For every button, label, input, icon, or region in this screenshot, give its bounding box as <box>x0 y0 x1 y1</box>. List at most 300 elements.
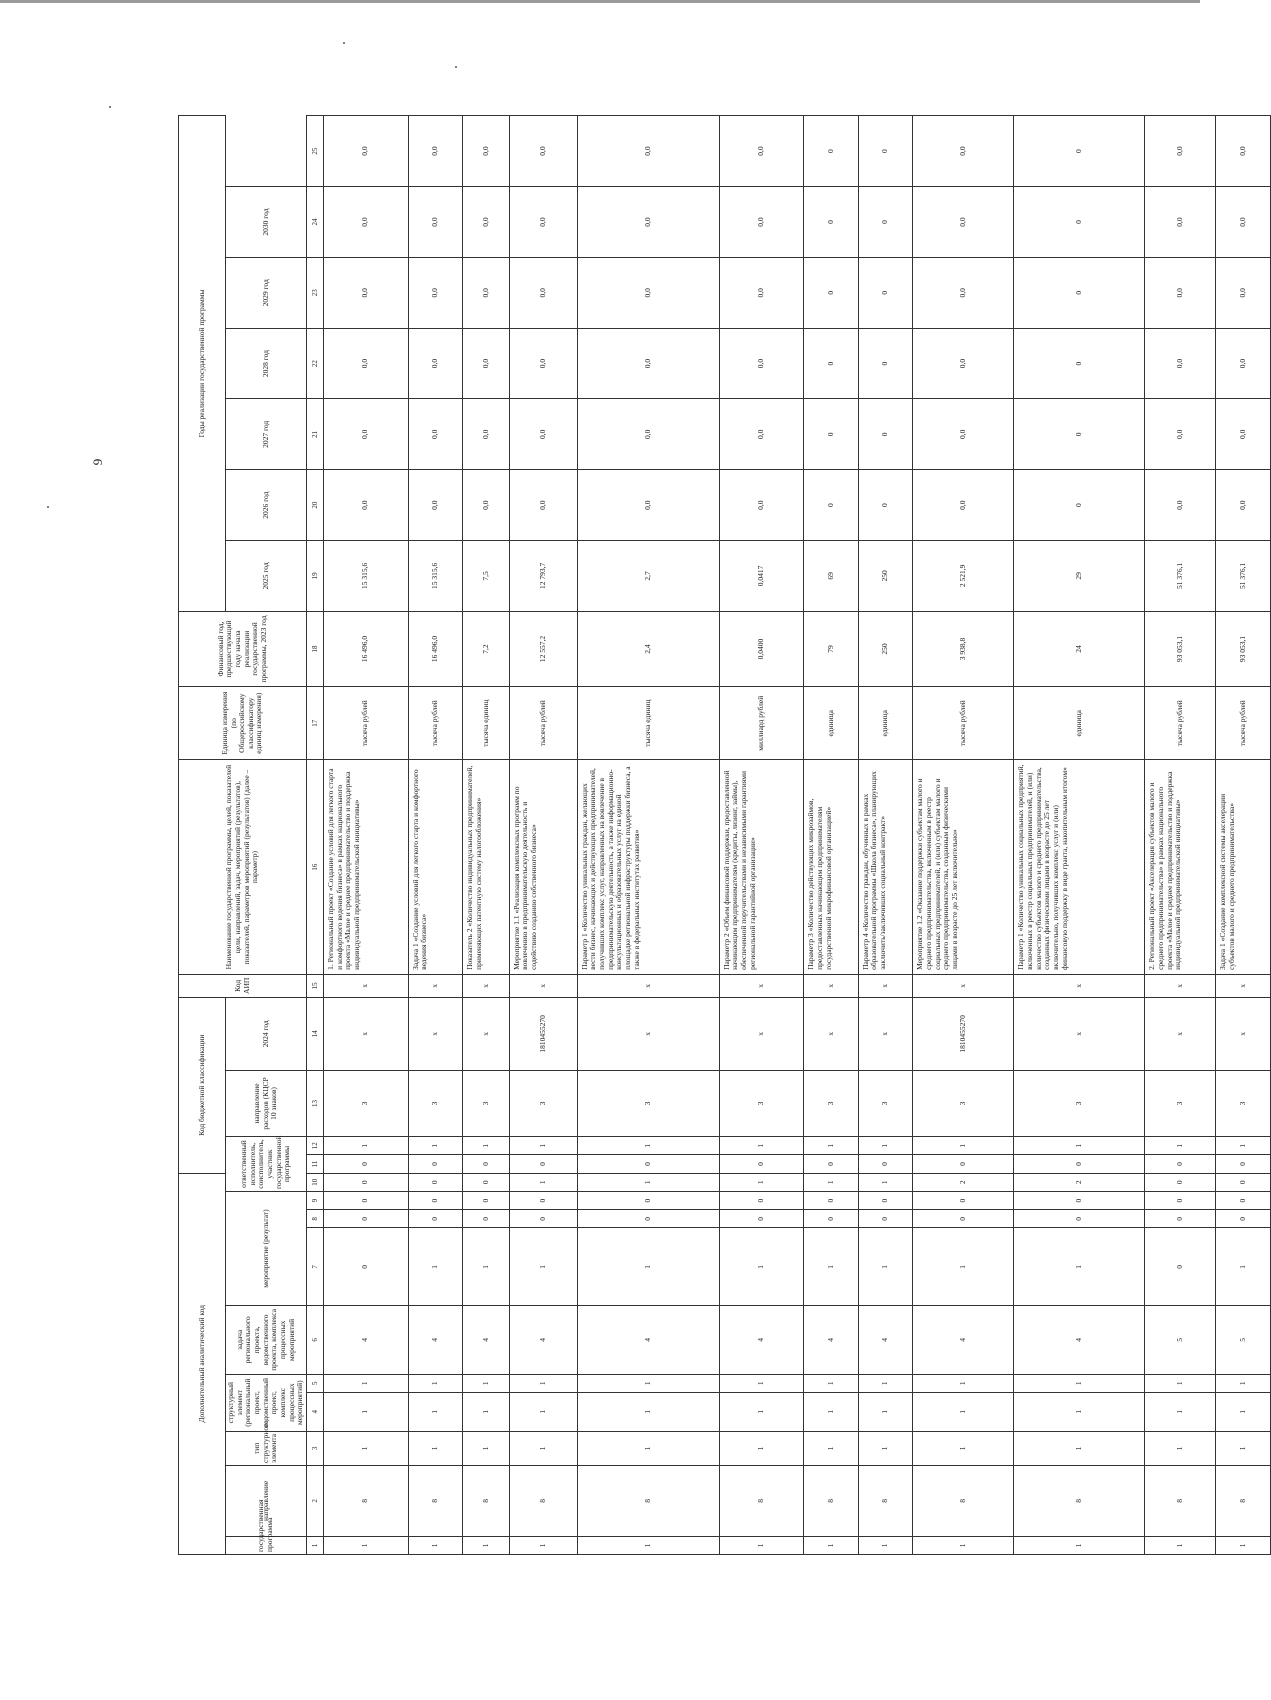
scan-speck <box>109 106 111 108</box>
cell-y2026: 0,0 <box>1145 399 1216 470</box>
cell-c4: 1 <box>913 1392 1014 1431</box>
cell-c8: 0 <box>408 1210 463 1228</box>
cell-y2026: 0,0 <box>408 399 463 470</box>
cell-c1: 1 <box>577 1536 719 1554</box>
cell-base: 2,4 <box>577 611 719 686</box>
header-base-year: Финансовый год, предшествующий году начала реализации государственной программы, 2023 год <box>179 611 307 686</box>
row-description: Параметр 3 «Количество действующих микрозаймов, предоставленных начинающим предпринимателям государственной микрофинансовой организацией» <box>804 760 859 975</box>
header-tip: тип структурного элемента <box>226 1431 307 1465</box>
cell-y2030: 0,0 <box>719 116 804 187</box>
cell-y2030: 0,0 <box>509 116 577 187</box>
cell-y2025: 0,0 <box>509 470 577 541</box>
cell-y2027: 0 <box>804 328 859 399</box>
table-body <box>324 116 1271 1555</box>
cell-base: 93 053,1 <box>1216 611 1271 686</box>
cell-c4: 1 <box>1216 1392 1271 1431</box>
row-description: Мероприятие 1.2 «Оказание поддержки субъектам малого и среднего предпринимательства, включенным в реестр социальных предпринимателей, и (или) субъектам малого и среднего предпринимательства, созданным физическими лицами в возрасте до 25 лет включительно» <box>913 760 1014 975</box>
cell-c4: 1 <box>509 1392 577 1431</box>
cell-y2029: 0,0 <box>463 187 509 258</box>
cell-y2030: 0,0 <box>408 116 463 187</box>
cell-y2024: 2,7 <box>577 541 719 612</box>
cell-y2026: 0,0 <box>577 399 719 470</box>
cell-c5: 1 <box>913 1374 1014 1392</box>
cell-c15: x <box>509 974 577 997</box>
table-row <box>858 116 913 1555</box>
table-row <box>509 116 577 1555</box>
table-row <box>408 116 463 1555</box>
cell-c8: 0 <box>913 1210 1014 1228</box>
cell-c5: 1 <box>577 1374 719 1392</box>
cell-c1: 1 <box>324 1536 409 1554</box>
cell-y2030: 0 <box>804 116 859 187</box>
cell-y2024: 7,5 <box>463 541 509 612</box>
cell-y2030: 0 <box>858 116 913 187</box>
cell-y2026: 0 <box>804 399 859 470</box>
cell-y2024: 51 376,1 <box>1216 541 1271 612</box>
cell-base: 79 <box>804 611 859 686</box>
cell-c9: 0 <box>913 1191 1014 1209</box>
cell-c6: 4 <box>1014 1306 1145 1375</box>
cell-c4: 1 <box>577 1392 719 1431</box>
cell-c4: 1 <box>719 1392 804 1431</box>
cell-y2027: 0 <box>858 328 913 399</box>
column-number: 24 <box>307 187 324 258</box>
cell-y2028: 0 <box>858 257 913 328</box>
cell-c13: 3 <box>509 1070 577 1136</box>
cell-c11: 0 <box>1216 1155 1271 1173</box>
table-row <box>324 116 409 1555</box>
cell-c3: 1 <box>858 1431 913 1465</box>
table-row <box>463 116 509 1555</box>
cell-c12: 1 <box>463 1137 509 1155</box>
cell-c5: 1 <box>804 1374 859 1392</box>
cell-y2025: 0 <box>804 470 859 541</box>
column-number: 3 <box>307 1431 324 1465</box>
cell-y2028: 0,0 <box>577 257 719 328</box>
row-description: Параметр 2 «Объем финансовой поддержки, предоставленной начинающим предпринимателям (кредиты, лизинг, займы), обеспеченной поручительствами и независимыми гарантиями региональной гарантийной организации» <box>719 760 804 975</box>
cell-c7: 1 <box>408 1228 463 1306</box>
cell-y2024: 12 793,7 <box>509 541 577 612</box>
column-number: 6 <box>307 1306 324 1375</box>
table-row <box>1145 116 1216 1555</box>
cell-c2: 8 <box>408 1465 463 1536</box>
page-number: 9 <box>90 458 105 466</box>
cell-c13: 3 <box>913 1070 1014 1136</box>
cell-c10: 0 <box>1145 1173 1216 1191</box>
header-year-2028: 2028 год <box>226 328 307 399</box>
header-name: Наименование государственной программы, целей, показателей цели, направлений, задач, мероприятий (результатов), показателей, параметров мероприятий (результатов) (далее – параметр) <box>179 760 307 975</box>
column-number: 11 <box>307 1155 324 1173</box>
cell-c12: 1 <box>577 1137 719 1155</box>
cell-c11: 0 <box>1014 1155 1145 1173</box>
cell-y2029: 0,0 <box>913 187 1014 258</box>
cell-unit: тысяча рублей <box>408 687 463 760</box>
column-number: 2 <box>307 1465 324 1536</box>
cell-c4: 1 <box>1014 1392 1145 1431</box>
cell-c5: 1 <box>324 1374 409 1392</box>
cell-y2027: 0 <box>1014 328 1145 399</box>
cell-c12: 1 <box>858 1137 913 1155</box>
cell-y2028: 0,0 <box>1216 257 1271 328</box>
cell-y2026: 0,0 <box>463 399 509 470</box>
cell-c5: 1 <box>408 1374 463 1392</box>
row-description: Параметр 4 «Количество граждан, обученных в рамках образовательной программы «Школа бизнеса», планирующих заключить/заключивших социальный контракт» <box>858 760 913 975</box>
cell-unit: тысяча единиц <box>577 687 719 760</box>
cell-c10: 1 <box>804 1173 859 1191</box>
column-number: 8 <box>307 1210 324 1228</box>
cell-unit: единица <box>1014 687 1145 760</box>
cell-c1: 1 <box>1145 1536 1216 1554</box>
cell-c3: 1 <box>1014 1431 1145 1465</box>
cell-c13: 3 <box>463 1070 509 1136</box>
header-napr: направление <box>226 1465 307 1536</box>
cell-y2027: 0,0 <box>1145 328 1216 399</box>
cell-y2025: 0,0 <box>1216 470 1271 541</box>
cell-c4: 1 <box>804 1392 859 1431</box>
cell-c6: 4 <box>324 1306 409 1375</box>
cell-c8: 0 <box>463 1210 509 1228</box>
cell-unit: единица <box>858 687 913 760</box>
cell-c12: 1 <box>1145 1137 1216 1155</box>
row-description: Параметр 1 «Количество уникальных социальных предприятий, включенных в реестр социальных предпринимателей, и (или) количество субъектов малого и среднего предпринимательства, созданных физическими лицами в возрасте до 25 лет включительно, получивших комплекс услуг и (или) финансовую поддержку в виде гранта, накопительным итогом» <box>1014 760 1145 975</box>
cell-c14: x <box>858 997 913 1070</box>
cell-y2024: 69 <box>804 541 859 612</box>
header-kbk: Код бюджетной классификации <box>179 997 226 1173</box>
cell-c3: 1 <box>1216 1431 1271 1465</box>
cell-y2030: 0,0 <box>1145 116 1216 187</box>
cell-c9: 0 <box>1216 1191 1271 1209</box>
cell-c4: 1 <box>858 1392 913 1431</box>
cell-y2027: 0,0 <box>577 328 719 399</box>
cell-c1: 1 <box>408 1536 463 1554</box>
cell-c5: 1 <box>1216 1374 1271 1392</box>
header-year-2029: 2029 год <box>226 257 307 328</box>
cell-base: 7,2 <box>463 611 509 686</box>
cell-y2025: 0,0 <box>719 470 804 541</box>
cell-c12: 1 <box>719 1137 804 1155</box>
cell-c3: 1 <box>1145 1431 1216 1465</box>
table-row <box>1014 116 1145 1555</box>
cell-c5: 1 <box>509 1374 577 1392</box>
cell-c9: 0 <box>1145 1191 1216 1209</box>
cell-c3: 1 <box>577 1431 719 1465</box>
cell-y2024: 51 376,1 <box>1145 541 1216 612</box>
cell-c12: 1 <box>324 1137 409 1155</box>
cell-base: 16 496,0 <box>324 611 409 686</box>
cell-c12: 1 <box>913 1137 1014 1155</box>
column-number: 1 <box>307 1536 324 1554</box>
cell-c13: 3 <box>1014 1070 1145 1136</box>
cell-c13: 3 <box>577 1070 719 1136</box>
cell-c15: x <box>577 974 719 997</box>
cell-y2025: 0,0 <box>1145 470 1216 541</box>
cell-y2027: 0,0 <box>463 328 509 399</box>
cell-c14: x <box>463 997 509 1070</box>
cell-c11: 0 <box>1145 1155 1216 1173</box>
cell-c15: x <box>913 974 1014 997</box>
cell-c11: 0 <box>913 1155 1014 1173</box>
cell-y2024: 15 315,6 <box>324 541 409 612</box>
cell-c6: 4 <box>913 1306 1014 1375</box>
cell-c7: 0 <box>324 1228 409 1306</box>
header-years: Годы реализации государственной программы <box>179 116 226 612</box>
column-number-row <box>307 116 324 1555</box>
scan-speck <box>47 506 49 508</box>
header-kod-aip: Код АИП <box>179 974 307 997</box>
cell-y2026: 0,0 <box>913 399 1014 470</box>
cell-c3: 1 <box>913 1431 1014 1465</box>
cell-y2025: 0 <box>858 470 913 541</box>
cell-c10: 0 <box>324 1173 409 1191</box>
cell-y2024: 15 315,6 <box>408 541 463 612</box>
column-number: 4 <box>307 1392 324 1431</box>
column-number: 9 <box>307 1191 324 1209</box>
cell-c2: 8 <box>463 1465 509 1536</box>
cell-c12: 1 <box>1014 1137 1145 1155</box>
row-description: 1. Региональный проект «Создание условий для легкого старта и комфортного ведения бизнеса» в рамках национального проекта «Малое и среднее предпринимательство и поддержка индивидуальной предпринимательской инициативы» <box>324 760 409 975</box>
cell-y2025: 0,0 <box>463 470 509 541</box>
cell-c8: 0 <box>509 1210 577 1228</box>
cell-c10: 2 <box>913 1173 1014 1191</box>
cell-c5: 1 <box>858 1374 913 1392</box>
header-task: задача регионального проекта, ведомственного проекта, комплекса процессных мероприятий <box>226 1306 307 1375</box>
cell-y2026: 0 <box>858 399 913 470</box>
cell-c9: 0 <box>509 1191 577 1209</box>
cell-y2024: 2 521,9 <box>913 541 1014 612</box>
header-event: мероприятие (результат) <box>226 1191 307 1305</box>
cell-y2029: 0,0 <box>324 187 409 258</box>
cell-c15: x <box>804 974 859 997</box>
cell-c8: 0 <box>1145 1210 1216 1228</box>
cell-c11: 0 <box>577 1155 719 1173</box>
table-row <box>577 116 719 1555</box>
cell-c8: 0 <box>1014 1210 1145 1228</box>
cell-c5: 1 <box>719 1374 804 1392</box>
cell-c14: x <box>324 997 409 1070</box>
cell-y2029: 0 <box>804 187 859 258</box>
cell-c14: x <box>719 997 804 1070</box>
table-row <box>1216 116 1271 1555</box>
cell-c10: 1 <box>577 1173 719 1191</box>
cell-c3: 1 <box>463 1431 509 1465</box>
cell-c15: x <box>463 974 509 997</box>
cell-c13: 3 <box>1216 1070 1271 1136</box>
scan-speck <box>455 66 457 68</box>
cell-y2026: 0,0 <box>1216 399 1271 470</box>
cell-y2026: 0,0 <box>509 399 577 470</box>
column-number: 22 <box>307 328 324 399</box>
cell-c1: 1 <box>719 1536 804 1554</box>
cell-c5: 1 <box>463 1374 509 1392</box>
cell-c13: 3 <box>804 1070 859 1136</box>
cell-c6: 5 <box>1145 1306 1216 1375</box>
cell-c1: 1 <box>804 1536 859 1554</box>
cell-base: 16 496,0 <box>408 611 463 686</box>
cell-y2029: 0,0 <box>1145 187 1216 258</box>
header-year-2026: 2026 год <box>226 470 307 541</box>
cell-y2029: 0 <box>1014 187 1145 258</box>
cell-y2025: 0,0 <box>408 470 463 541</box>
program-table <box>178 115 1271 1555</box>
header-direction: направление расходов (КЦСР 10 знаков) <box>226 1070 307 1136</box>
cell-c14: 1810455270 <box>509 997 577 1070</box>
cell-y2028: 0,0 <box>913 257 1014 328</box>
cell-y2028: 0,0 <box>408 257 463 328</box>
cell-c2: 8 <box>804 1465 859 1536</box>
cell-c11: 0 <box>408 1155 463 1173</box>
cell-c7: 0 <box>1145 1228 1216 1306</box>
cell-y2028: 0,0 <box>509 257 577 328</box>
cell-c6: 4 <box>804 1306 859 1375</box>
cell-unit: миллиард рублей <box>719 687 804 760</box>
cell-y2027: 0,0 <box>913 328 1014 399</box>
cell-y2028: 0,0 <box>463 257 509 328</box>
cell-c11: 0 <box>804 1155 859 1173</box>
cell-base: 24 <box>1014 611 1145 686</box>
cell-c7: 1 <box>913 1228 1014 1306</box>
cell-c3: 1 <box>719 1431 804 1465</box>
row-description: Параметр 1 «Количество уникальных граждан, желающих вести бизнес, начинающих и действующих предпринимателей, получивших комплекс услуг, направленных на вовлечение в предпринимательскую деятельность, а также информационно-консультационных и образовательных услуг на единой площадке региональной инфраструктуры поддержки бизнеса, а также в федеральных институтах развития» <box>577 760 719 975</box>
cell-c7: 1 <box>804 1228 859 1306</box>
cell-y2030: 0,0 <box>913 116 1014 187</box>
cell-c4: 1 <box>463 1392 509 1431</box>
cell-y2027: 0,0 <box>1216 328 1271 399</box>
cell-c15: x <box>408 974 463 997</box>
cell-c3: 1 <box>408 1431 463 1465</box>
cell-c1: 1 <box>509 1536 577 1554</box>
column-number: 15 <box>307 974 324 997</box>
cell-c4: 1 <box>324 1392 409 1431</box>
cell-y2030: 0,0 <box>1216 116 1271 187</box>
cell-c8: 0 <box>1216 1210 1271 1228</box>
cell-c2: 8 <box>913 1465 1014 1536</box>
cell-base: 250 <box>858 611 913 686</box>
cell-c8: 0 <box>858 1210 913 1228</box>
cell-base: 93 053,1 <box>1145 611 1216 686</box>
cell-y2028: 0,0 <box>324 257 409 328</box>
cell-y2024: 29 <box>1014 541 1145 612</box>
cell-c7: 1 <box>1216 1228 1271 1306</box>
row-description: 2. Региональный проект «Акселерация субъектов малого и среднего предпринимательства» в рамках национального проекта «Малое и среднее предпринимательство и поддержка индивидуальной предпринимательской инициативы» <box>1145 760 1216 975</box>
cell-c10: 2 <box>1014 1173 1145 1191</box>
cell-c14: x <box>1014 997 1145 1070</box>
cell-c12: 1 <box>408 1137 463 1155</box>
header-gp: государственная программа <box>226 1536 307 1554</box>
cell-c6: 5 <box>1216 1306 1271 1375</box>
cell-c2: 8 <box>719 1465 804 1536</box>
header-year-2027: 2027 год <box>226 399 307 470</box>
cell-c8: 0 <box>324 1210 409 1228</box>
cell-unit: тысяча рублей <box>913 687 1014 760</box>
cell-c13: 3 <box>408 1070 463 1136</box>
column-number: 14 <box>307 997 324 1070</box>
cell-c6: 4 <box>577 1306 719 1375</box>
column-number: 19 <box>307 541 324 612</box>
column-number: 7 <box>307 1228 324 1306</box>
cell-c9: 0 <box>804 1191 859 1209</box>
cell-unit: тысяча рублей <box>1216 687 1271 760</box>
cell-unit: тысяча единиц <box>463 687 509 760</box>
column-number: 25 <box>307 116 324 187</box>
cell-y2029: 0,0 <box>1216 187 1271 258</box>
scan-speck <box>343 42 345 44</box>
cell-y2025: 0 <box>1014 470 1145 541</box>
cell-c15: x <box>324 974 409 997</box>
cell-c14: x <box>1145 997 1216 1070</box>
row-description: Задача 1 «Создание комплексной системы акселерации субъектов малого и среднего предпринимательства» <box>1216 760 1271 975</box>
header-struct: структурный элемент (региональный проект, ведомственный проект, комплекс процессных мероприятий) <box>226 1374 307 1431</box>
header-dop-kod: Дополнительный аналитический код <box>179 1173 226 1554</box>
cell-y2030: 0,0 <box>577 116 719 187</box>
cell-y2027: 0,0 <box>509 328 577 399</box>
cell-c9: 0 <box>324 1191 409 1209</box>
header-year-2024: 2024 год <box>226 997 307 1070</box>
cell-c15: x <box>1014 974 1145 997</box>
header-unit: Единица измерения (по Общероссийскому классификатору единиц измерения) <box>179 687 307 760</box>
table-row <box>719 116 804 1555</box>
cell-c3: 1 <box>804 1431 859 1465</box>
cell-y2026: 0,0 <box>719 399 804 470</box>
cell-c6: 4 <box>463 1306 509 1375</box>
cell-y2027: 0,0 <box>324 328 409 399</box>
cell-y2028: 0 <box>1014 257 1145 328</box>
cell-c6: 4 <box>509 1306 577 1375</box>
cell-c13: 3 <box>858 1070 913 1136</box>
cell-base: 12 557,2 <box>509 611 577 686</box>
cell-c5: 1 <box>1145 1374 1216 1392</box>
cell-y2028: 0 <box>804 257 859 328</box>
cell-c7: 1 <box>577 1228 719 1306</box>
cell-base: 0,0400 <box>719 611 804 686</box>
cell-c2: 8 <box>324 1465 409 1536</box>
cell-c6: 4 <box>408 1306 463 1375</box>
cell-c14: x <box>408 997 463 1070</box>
cell-y2025: 0,0 <box>913 470 1014 541</box>
cell-y2026: 0 <box>1014 399 1145 470</box>
cell-unit: единица <box>804 687 859 760</box>
cell-c15: x <box>1216 974 1271 997</box>
cell-c9: 0 <box>1014 1191 1145 1209</box>
cell-c8: 0 <box>719 1210 804 1228</box>
cell-y2029: 0,0 <box>577 187 719 258</box>
header-year-2030: 2030 год <box>226 187 307 258</box>
cell-c2: 8 <box>509 1465 577 1536</box>
cell-c15: x <box>719 974 804 997</box>
cell-c13: 3 <box>1145 1070 1216 1136</box>
cell-c8: 0 <box>804 1210 859 1228</box>
cell-c11: 0 <box>719 1155 804 1173</box>
cell-c7: 1 <box>509 1228 577 1306</box>
rotated-table-wrapper <box>178 115 1247 1555</box>
cell-c10: 0 <box>1216 1173 1271 1191</box>
cell-unit: тысяча рублей <box>324 687 409 760</box>
cell-y2030: 0 <box>1014 116 1145 187</box>
cell-y2027: 0,0 <box>408 328 463 399</box>
cell-c1: 1 <box>1014 1536 1145 1554</box>
cell-c1: 1 <box>858 1536 913 1554</box>
column-number: 17 <box>307 687 324 760</box>
cell-c12: 1 <box>804 1137 859 1155</box>
cell-y2025: 0,0 <box>324 470 409 541</box>
cell-c3: 1 <box>324 1431 409 1465</box>
column-number: 23 <box>307 257 324 328</box>
cell-c13: 3 <box>324 1070 409 1136</box>
cell-base: 3 938,8 <box>913 611 1014 686</box>
cell-unit: тысяча рублей <box>1145 687 1216 760</box>
cell-y2027: 0,0 <box>719 328 804 399</box>
cell-c6: 4 <box>719 1306 804 1375</box>
row-description: Задача 1 «Создание условий для легкого старта и комфортного ведения бизнеса» <box>408 760 463 975</box>
